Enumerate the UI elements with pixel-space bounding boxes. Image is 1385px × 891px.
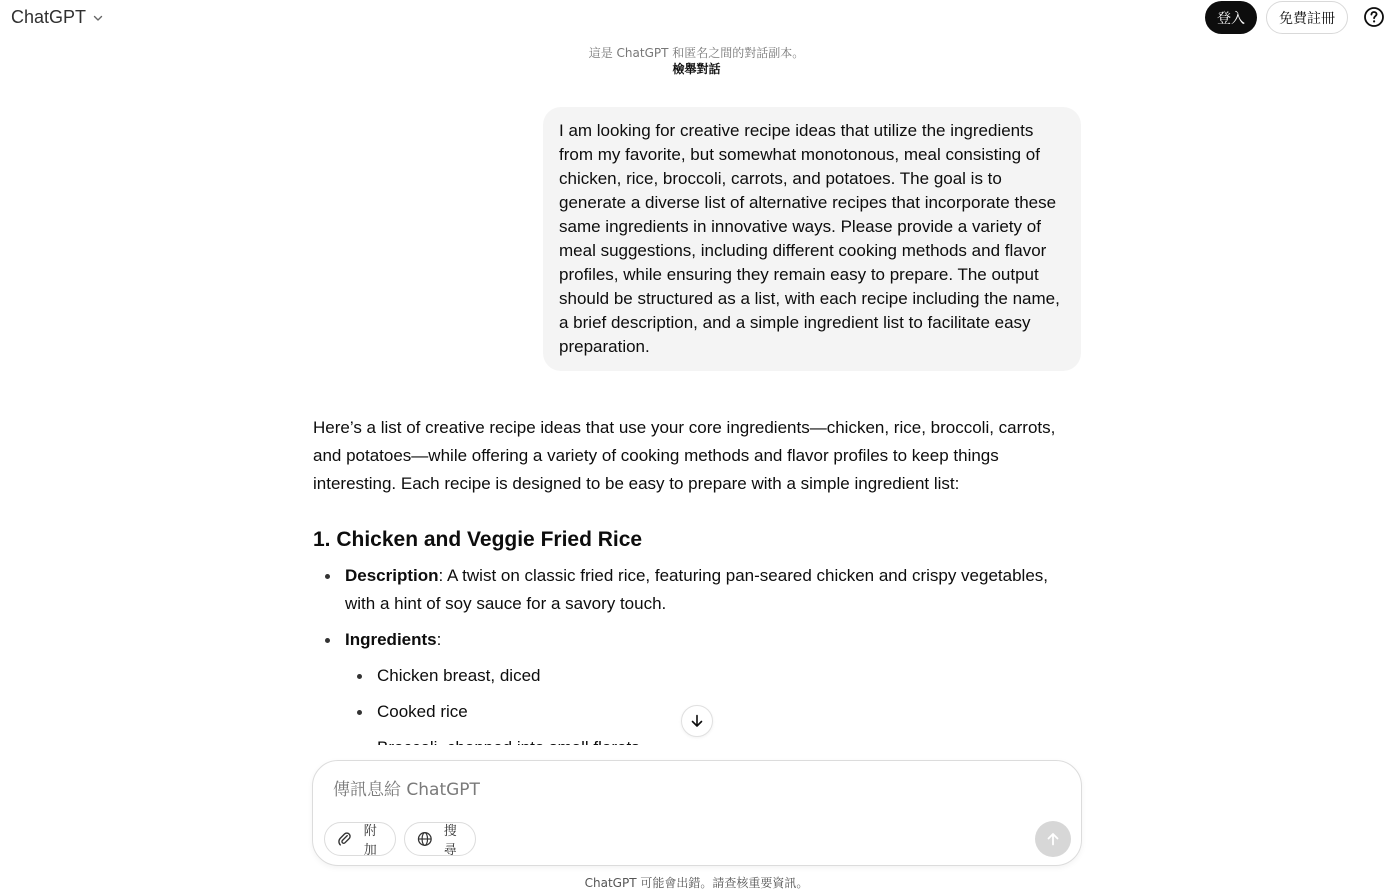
arrow-down-icon [689,713,705,729]
scroll-to-bottom-button[interactable] [681,705,713,737]
description-label: Description [345,566,439,585]
message-input[interactable] [333,777,1013,803]
recipe-title: 1. Chicken and Veggie Fried Rice [313,528,643,551]
send-button[interactable] [1035,821,1071,857]
ingredients-colon: : [436,630,442,649]
top-bar [0,0,1385,34]
message-composer [312,760,1082,866]
attach-button[interactable] [324,822,396,856]
list-item [313,562,1081,618]
model-switcher[interactable] [11,7,104,28]
ingredient-item: Cooked rice [345,698,1081,726]
ingredients-label: Ingredients [345,630,437,649]
list-item [313,626,1081,762]
report-conversation-link[interactable]: 檢舉對話 [672,62,721,76]
attach-label: 附加 [363,824,377,858]
brand-name: ChatGPT [11,7,87,27]
chevron-down-icon [92,12,104,24]
conversation-notice: 這是 ChatGPT 和匿名之間的對話副本。 [588,46,805,60]
ingredient-item: Chicken breast, diced [345,662,1081,690]
signup-button[interactable]: 免費註冊 [1266,1,1348,34]
disclaimer-text: ChatGPT 可能會出錯。請查核重要資訊。 [584,876,809,890]
arrow-up-icon [1045,831,1061,847]
user-message: I am looking for creative recipe ideas that utilize the ingredients from my favorite, but somewhat monotonous, meal consisting of chicken, rice, broccoli, carrots, and potatoes. The goal is to generate a diverse list of alternative recipes that incorporate these same ingredients in innovative ways. Please provide a variety of meal suggestions, including different cooking methods and flavor profiles, while ensuring they remain easy to prepare. The output should be structured as a list, with each recipe including the name, a brief description, and a simple ingredient list to facilitate easy preparation. [543,107,1081,371]
globe-icon [417,831,433,847]
search-label: 搜尋 [443,824,457,858]
login-button[interactable]: 登入 [1205,1,1257,34]
search-button[interactable] [404,822,476,856]
assistant-intro: Here’s a list of creative recipe ideas that use your core ingredients—chicken, rice, broccoli, carrots, and potatoes—while offering a variety of cooking methods and flavor profiles to keep things interesting. Each recipe is designed to be easy to prepare with a simple ingredient list: [313,418,1056,493]
description-text: : A twist on classic fried rice, featuring pan-seared chicken and crispy vegetables, with a hint of soy sauce for a savory touch. [345,566,1049,613]
question-circle-icon[interactable] [1363,6,1385,28]
paperclip-icon [337,831,353,847]
